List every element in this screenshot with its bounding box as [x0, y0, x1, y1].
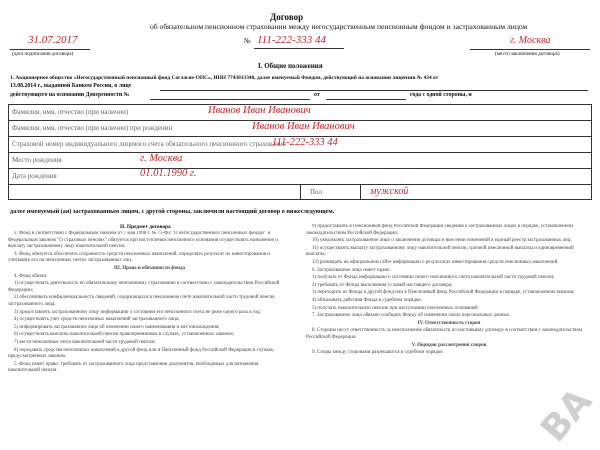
left-paragraph: 2) обеспечивать конфиденциальность сведений, содержащихся в пенсионном счете накопительной части трудовой пенсии застрахованного лица;: [8, 295, 275, 307]
right-paragraph: 9) предоставлять в Пенсионный фонд Российской Федерации сведения о застрахованных лицах в порядке, установленном законодательством Российской Федерации;: [306, 224, 574, 236]
place-caption: (место заключения договора): [495, 51, 560, 57]
fio-value: Иванов Иван Иванович: [208, 105, 311, 116]
right-paragraph: 8. Стороны несут ответственность за неисполнение обязательств по настоящему договору в соответствии с законодательством Российской Федерации.: [306, 328, 583, 340]
number-label: №: [244, 37, 251, 45]
section-heading: I. Общие положения: [258, 62, 323, 70]
after-form-text: далее именуемый (ая) застрахованным лицом, с другой стороны, заключили настоящий договор о нижеследующем.: [10, 208, 335, 215]
intro-line-3-tail: от: [314, 92, 320, 98]
birthplace-label: Место рождения: [12, 156, 62, 164]
intro-line-2: 13.08.2014 г., выданной Банком России, в лице: [10, 83, 132, 89]
birthplace-value: г. Москва: [140, 153, 183, 164]
right-paragraph: 6. Застрахованное лицо имеет право:: [312, 267, 391, 273]
left-column: [8, 231, 291, 431]
snils-label: Страховой номер индивидуального лицевого счета обязательного пенсионного страхования: [12, 140, 286, 148]
birthdate-label: Дата рождения: [12, 172, 57, 180]
right-paragraph: IV. Ответственность сторон: [417, 320, 481, 326]
date-caption: (дата подписания договора): [12, 51, 74, 57]
right-paragraph: 5) получать накопительную пенсию при наступлении пенсионных оснований.: [312, 305, 479, 311]
left-paragraph: 4) осуществлять учет средств пенсионных накоплений застрахованного лица;: [14, 317, 180, 323]
right-paragraph: 11) осуществлять выплату застрахованному лицу накопительной пенсии, срочной пенсионной выплаты и единовременной выплаты;: [306, 245, 574, 258]
birthdate-value: 01.01.1990 г.: [140, 168, 197, 179]
left-paragraph: 3. Фонд обязуется обеспечить сохранность средств пенсионных накоплений, определять результат их инвестирования и учитывать его на пенсионных счетах застрахованных лиц.: [8, 251, 270, 264]
fio-label: Фамилия, имя, отчество (при наличии): [12, 108, 129, 116]
contract-number: 111-222-333 44: [257, 34, 326, 46]
intro-line-3: действующего на основании Доверенности №: [10, 92, 130, 98]
right-paragraph: 1) получать от Фонда информацию о состоянии своего пенсионного счета накопительной части трудовой пенсии;: [312, 275, 555, 281]
watermark: ВА: [532, 381, 600, 450]
contract-place: г. Москва: [510, 35, 551, 46]
left-paragraph: 3) предоставлять застрахованному лицу информацию о состоянии его пенсионного счета не реже одного раза в год;: [14, 309, 261, 315]
right-paragraph: 4) обжаловать действия Фонда в судебном порядке;: [312, 297, 422, 303]
intro-line-1: 1. Акционерное общество «Негосударственный пенсионный фонд Согласие-ОПС», ИНН 7743013348, далее именуемый Фондом, действующий на основании лицензии № 434 от: [10, 75, 439, 81]
right-paragraph: 9. Споры между сторонами разрешаются в судебном порядке.: [312, 350, 444, 356]
right-paragraph: 12) размещать на официальном сайте информацию о результатах инвестирования средств пенсионных накоплений.: [312, 259, 559, 265]
left-paragraph: 6) осуществлять выплаты накопительной пенсии правопреемникам в случаях, установленных законом;: [14, 332, 234, 338]
sex-value: мужской: [370, 186, 409, 197]
left-paragraph: 5) информировать застрахованное лицо об изменении своего наименования и местонахождения;: [14, 324, 220, 330]
left-paragraph: 1) осуществлять деятельность по обязательному пенсионному страхованию в соответствии с законодательством Российской Федерации;: [8, 281, 280, 293]
right-paragraph: 10) уведомлять застрахованное лицо о заключении договора и внесении изменений в единый реестр застрахованных лиц;: [312, 238, 572, 244]
fio-birth-value: Иванов Иван Иванович: [252, 121, 355, 132]
intro-line-3-end: года с одной стороны, и: [410, 92, 472, 98]
fio-birth-label: Фамилия, имя, отчество (при наличии) при рождении: [12, 124, 173, 132]
sex-label: Пол: [310, 188, 322, 196]
left-paragraph: 4. Фонд обязан:: [14, 273, 48, 279]
right-paragraph: V. Порядок рассмотрения споров: [411, 342, 487, 348]
left-paragraph: 8) передавать средства пенсионных накоплений в другой фонд или в Пенсионный фонд Российской Федерации в случаях, предусмотренных законом.: [8, 347, 275, 360]
snils-value: 111-222-333 44: [272, 137, 338, 148]
document-subtitle: об обязательном пенсионном страховании между негосударственным пенсионным фондом и застрахованным лицом: [150, 22, 528, 31]
contract-date: 31.07.2017: [28, 34, 78, 46]
left-paragraph: 5. Фонд имеет право: требовать от застрахованного лица представления документов, необходимых для назначения накопительной пенсии.: [8, 361, 259, 374]
document-title: Договор: [270, 12, 304, 22]
right-paragraph: 7. Застрахованное лицо обязано сообщать Фонду об изменении своих персональных данных.: [312, 313, 511, 319]
left-paragraph: 2. Фонд в соответствии с Федеральным законом от 7 мая 1998 г. № 75-ФЗ "О негосударственных пенсионных фондах" и Федеральным законом "О страховых пенсиях" обязуется при наступлении пенсионного основания осуществлять назначение и выплату застрахованному лицу накопительной пенсии.: [8, 231, 278, 250]
right-column: [306, 224, 592, 431]
left-paragraph: 7) вести пенсионные счета накопительной части трудовой пенсии;: [14, 339, 156, 345]
right-paragraph: 3) переходить из Фонда в другой фонд или в Пенсионный фонд Российской Федерации в порядке, установленном законом;: [312, 290, 575, 296]
left-heading-2: III. Права и обязанности фонда: [113, 265, 186, 271]
right-paragraph: 2) требовать от Фонда выполнения условий настоящего договора;: [312, 282, 453, 288]
left-heading: II. Предмет договора: [120, 224, 171, 230]
